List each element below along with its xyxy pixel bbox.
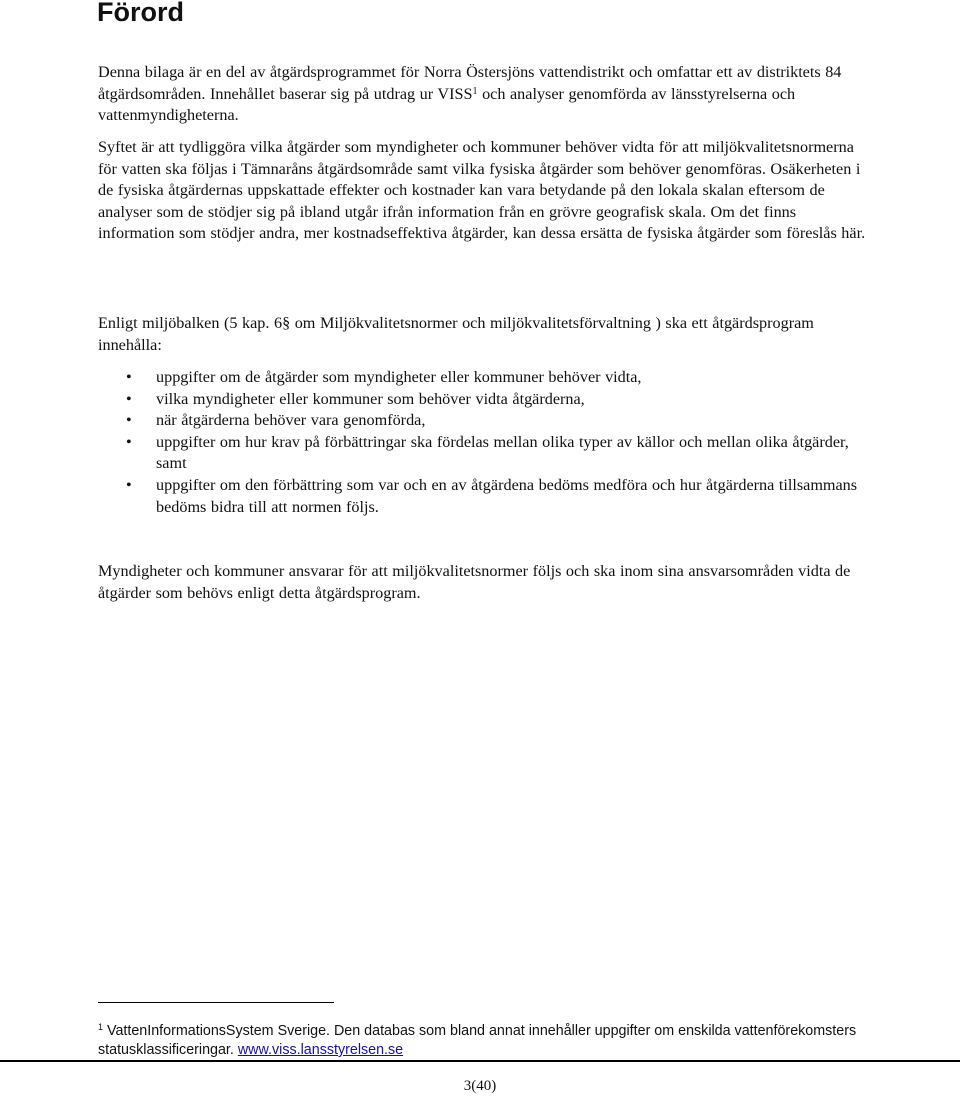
- list-item: [98, 432, 868, 475]
- bullet-icon: •: [126, 389, 132, 408]
- bullet-icon: •: [126, 368, 132, 386]
- bullet-icon: •: [126, 432, 132, 451]
- footnote-divider: [98, 1002, 334, 1003]
- list-item-text: uppgifter om den förbättring som var och en av åtgärdena bedöms medföra och hur åtgärderna tillsammans bedöms bidra till att normen följs.: [156, 475, 858, 516]
- legal-basis-paragraph: Enligt miljöbalken (5 kap. 6§ om Miljökvalitetsnormer och miljökvalitetsförvaltning ) ska ett åtgärdsprogram innehålla:: [98, 314, 814, 354]
- intro-text: Denna bilaga är en del av åtgärdsprogrammet för Norra Östersjöns vattendistrikt och omfattar ett av distriktets 84 åtgärdsområden. Innehållet baserar sig på utdrag ur VISS: [98, 63, 842, 103]
- purpose-paragraph: Syftet är att tydliggöra vilka åtgärder som myndigheter och kommuner behöver vidta för att miljökvalitetsnormerna för vatten ska följas i Tämnaråns åtgärdsområde samt vilka fysiska åtgärder som behöver genomföras. Osäkerheten i de fysiska åtgärdernas uppskattade effekter och kostnader kan vara betydande på den lokala skalan eftersom de analyser som de stödjer sig på ibland utgår ifrån information från en grövre geografisk skala. Om det finns information som stödjer andra, mer kostnadseffektiva åtgärder, kan dessa ersätta de fysiska åtgärder som föreslås här.: [98, 138, 866, 243]
- list-item-text: uppgifter om de åtgärder som myndigheter eller kommuner behöver vidta,: [156, 368, 642, 386]
- requirements-list: [98, 367, 868, 518]
- page-number: 3(40): [463, 1078, 497, 1094]
- bullet-icon: •: [126, 475, 132, 494]
- footnote-reference[interactable]: 1: [472, 85, 478, 97]
- list-item: [98, 389, 868, 411]
- page-bottom-rule: [0, 1060, 960, 1062]
- footnote: [98, 1022, 868, 1060]
- responsibility-paragraph: Myndigheter och kommuner ansvarar för att miljökvalitetsnormer följs och ska inom sina ansvarsområden vidta de åtgärder som behövs enligt detta åtgärdsprogram.: [98, 562, 851, 602]
- list-item-text: vilka myndigheter eller kommuner som behöver vidta åtgärderna,: [156, 389, 585, 408]
- footnote-text: VattenInformationsSystem Sverige. Den databas som bland annat innehåller uppgifter om enskilda vattenförekomsters statusklassificeringar.: [98, 1023, 857, 1058]
- list-item-text: uppgifter om hur krav på förbättringar ska fördelas mellan olika typer av källor och mellan olika åtgärder, samt: [156, 432, 849, 473]
- list-item: [98, 367, 868, 389]
- bullet-icon: •: [126, 411, 132, 430]
- intro-paragraph: [98, 62, 868, 127]
- list-item: [98, 475, 868, 518]
- page-title: Förord: [97, 0, 184, 27]
- viss-link[interactable]: www.viss.lansstyrelsen.se: [237, 1042, 404, 1058]
- list-item-text: när åtgärderna behöver vara genomförda,: [156, 411, 426, 430]
- intro-text-continued: och analyser genomförda av länsstyrelserna och vattenmyndigheterna.: [98, 84, 796, 125]
- footnote-number: 1: [98, 1022, 104, 1032]
- list-item: [98, 410, 868, 432]
